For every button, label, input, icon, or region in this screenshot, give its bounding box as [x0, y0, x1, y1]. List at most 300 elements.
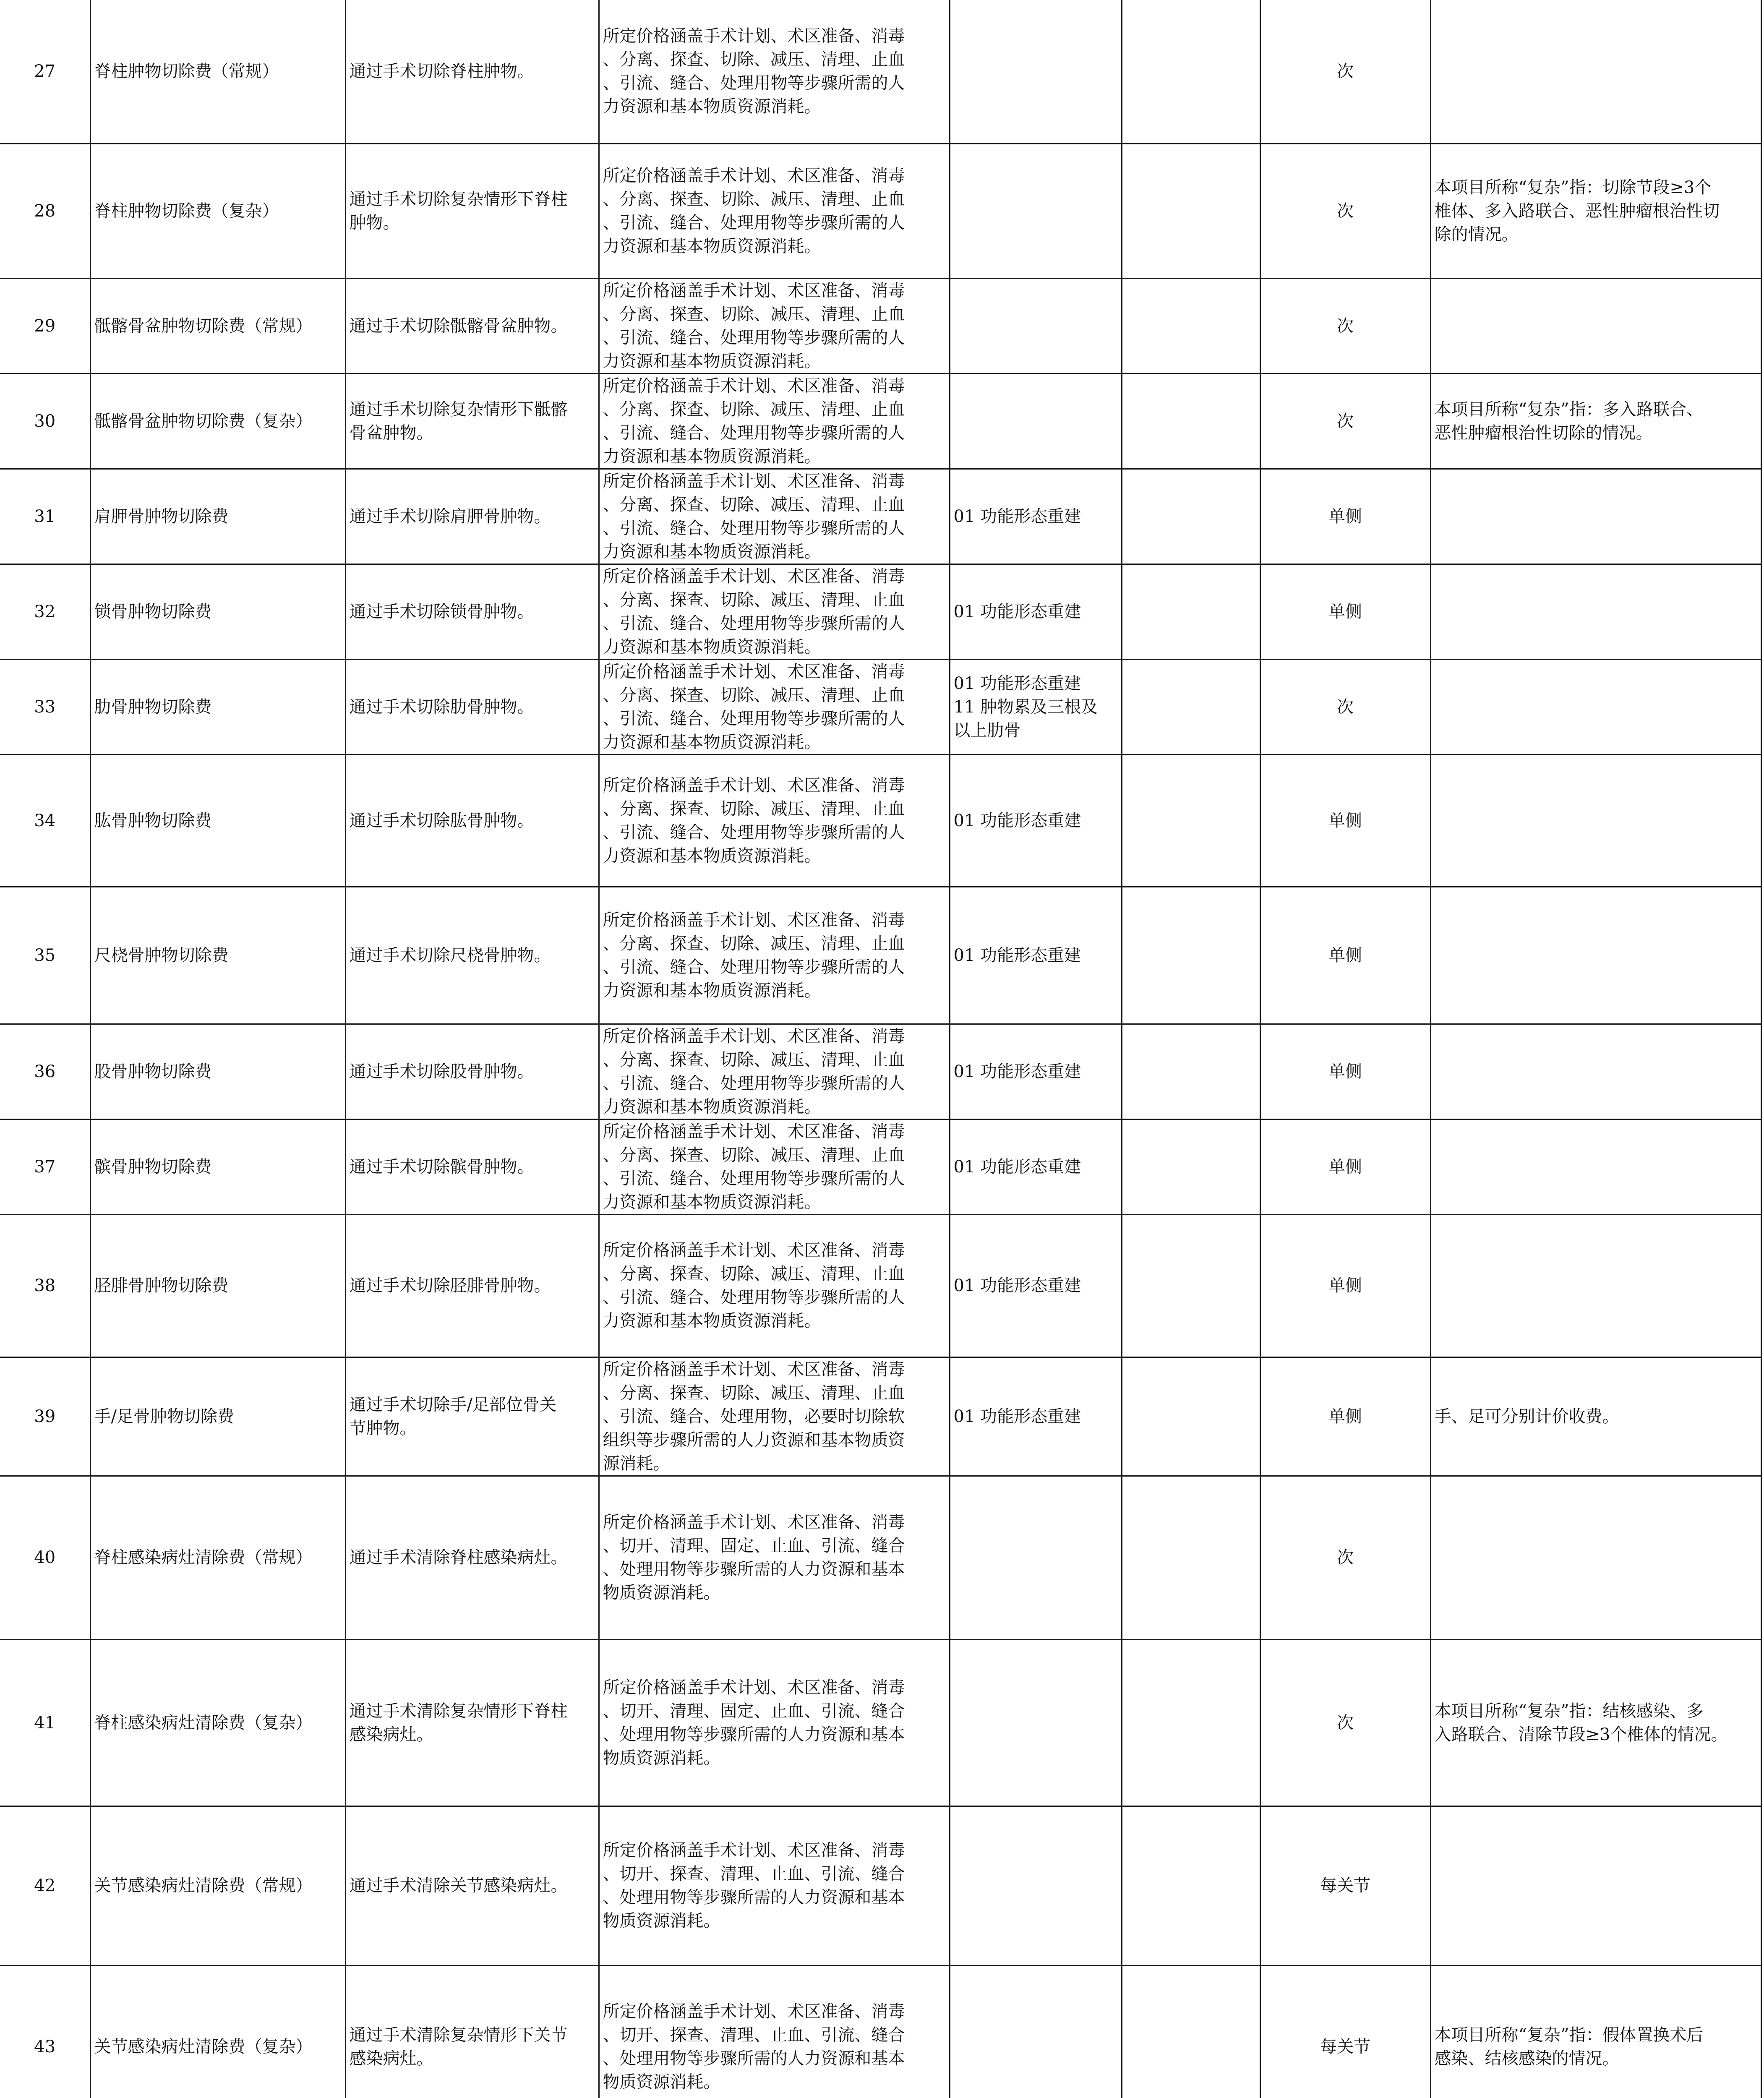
price-composition-line: 所定价格涵盖手术计划、术区准备、消毒: [603, 1026, 905, 1046]
item-number-cell: [0, 0, 90, 144]
item-name-cell: [90, 144, 345, 278]
item-name-cell: [90, 564, 345, 659]
service-connotation-line: 通过手术清除复杂情形下脊柱: [349, 1701, 568, 1721]
price-composition-line: 所定价格涵盖手术计划、术区准备、消毒: [603, 2002, 905, 2021]
extension-item-cell: [950, 1965, 1122, 2098]
price-composition-line: 力资源和基本物质资源消耗。: [603, 637, 821, 657]
item-number: 29: [34, 316, 56, 336]
service-connotation-cell: [345, 1214, 599, 1357]
notes-cell: [1430, 1214, 1761, 1357]
pricing-unit: 每关节: [1320, 2037, 1370, 2056]
unit-cell: [1260, 1639, 1430, 1806]
table-row: [0, 1639, 1761, 1806]
price-composition-line: 、分离、探查、切除、减压、清理、止血: [603, 685, 905, 705]
price-composition-line: 、分离、探查、切除、减压、清理、止血: [603, 399, 905, 419]
price-composition-line: 、分离、探查、切除、减压、清理、止血: [603, 934, 905, 953]
item-number: 37: [34, 1157, 56, 1177]
unit-cell: [1260, 1214, 1430, 1357]
extension-item-cell: [950, 1024, 1122, 1119]
price-composition-cell: [599, 278, 950, 373]
item-number-cell: [0, 754, 90, 887]
extension-item-line: 01 功能形态重建: [953, 1157, 1081, 1177]
price-composition-cell: [599, 1214, 950, 1357]
price-composition-cell: [599, 469, 950, 564]
service-connotation-cell: [345, 144, 599, 278]
table-row: [0, 469, 1761, 564]
pricing-unit: 单侧: [1328, 1406, 1362, 1426]
price-composition-line: 、引流、缝合、处理用物等步骤所需的人: [603, 328, 905, 347]
price-composition-line: 所定价格涵盖手术计划、术区准备、消毒: [603, 1513, 905, 1532]
item-name-cell: [90, 1965, 345, 2098]
price-composition-line: 、处理用物等步骤所需的人力资源和基本: [603, 2049, 905, 2068]
item-name-cell: [90, 754, 345, 887]
table-row: [0, 754, 1761, 887]
price-composition-line: 组织等步骤所需的人力资源和基本物质资: [603, 1430, 905, 1450]
unit-cell: [1260, 0, 1430, 144]
unit-cell: [1260, 278, 1430, 373]
notes-cell: [1430, 659, 1761, 754]
service-connotation-cell: [345, 1024, 599, 1119]
price-composition-line: 、处理用物等步骤所需的人力资源和基本: [603, 1560, 905, 1579]
table-row: [0, 373, 1761, 469]
item-name-cell: [90, 1806, 345, 1965]
price-composition-line: 所定价格涵盖手术计划、术区准备、消毒: [603, 471, 905, 491]
item-name: 脊柱肿物切除费（常规）: [94, 62, 279, 81]
price-composition-line: 、引流、缝合、处理用物等步骤所需的人: [603, 1169, 905, 1188]
item-number: 33: [34, 697, 56, 717]
service-connotation-line: 通过手术切除肱骨肿物。: [349, 811, 534, 830]
item-number-cell: [0, 564, 90, 659]
item-name: 锁骨肿物切除费: [94, 602, 212, 621]
service-connotation-cell: [345, 754, 599, 887]
item-number: 30: [34, 411, 56, 431]
price-composition-line: 、分离、探查、切除、减压、清理、止血: [603, 304, 905, 324]
notes-cell: [1430, 1476, 1761, 1639]
price-composition-line: 力资源和基本物质资源消耗。: [603, 1192, 821, 1212]
item-number: 35: [34, 945, 56, 965]
price-composition-line: 、分离、探查、切除、减压、清理、止血: [603, 50, 905, 70]
price-composition-line: 力资源和基本物质资源消耗。: [603, 981, 821, 1000]
service-connotation-cell: [345, 1476, 599, 1639]
item-number-cell: [0, 887, 90, 1024]
notes-line: 本项目所称“复杂”指：假体置换术后: [1434, 2025, 1704, 2045]
pricing-unit: 单侧: [1328, 945, 1362, 965]
notes-line: 除的情况。: [1434, 224, 1519, 244]
extension-item-cell: [950, 469, 1122, 564]
item-number: 31: [34, 506, 56, 526]
item-name: 胫腓骨肿物切除费: [94, 1276, 229, 1295]
price-composition-line: 、分离、探查、切除、减压、清理、止血: [603, 1264, 905, 1284]
item-name: 股骨肿物切除费: [94, 1062, 212, 1081]
extension-item-cell: [950, 564, 1122, 659]
price-composition-line: 力资源和基本物质资源消耗。: [603, 732, 821, 752]
service-connotation-cell: [345, 1357, 599, 1476]
item-name-cell: [90, 373, 345, 469]
price-composition-line: 、引流、缝合、处理用物等步骤所需的人: [603, 423, 905, 443]
price-composition-line: 所定价格涵盖手术计划、术区准备、消毒: [603, 281, 905, 300]
extension-item-cell: [950, 754, 1122, 887]
item-name: 关节感染病灶清除费（常规）: [94, 1876, 313, 1895]
price-cell: [1122, 1024, 1260, 1119]
price-cell: [1122, 1965, 1260, 2098]
service-connotation-line: 通过手术切除肩胛骨肿物。: [349, 506, 551, 526]
service-connotation-line: 感染病灶。: [349, 2049, 433, 2068]
extension-item-line: 01 功能形态重建: [953, 1276, 1081, 1295]
pricing-unit: 次: [1337, 1713, 1354, 1733]
unit-cell: [1260, 1357, 1430, 1476]
unit-cell: [1260, 144, 1430, 278]
item-number: 43: [34, 2037, 56, 2056]
unit-cell: [1260, 887, 1430, 1024]
price-cell: [1122, 144, 1260, 278]
notes-cell: [1430, 0, 1761, 144]
price-composition-line: 、引流、缝合、处理用物等步骤所需的人: [603, 518, 905, 538]
price-composition-cell: [599, 0, 950, 144]
price-composition-line: 所定价格涵盖手术计划、术区准备、消毒: [603, 26, 905, 46]
pricing-unit: 每关节: [1320, 1876, 1370, 1895]
item-number-cell: [0, 278, 90, 373]
item-number: 32: [34, 602, 56, 621]
extension-item-cell: [950, 1119, 1122, 1214]
service-connotation-line: 通过手术清除关节感染病灶。: [349, 1876, 568, 1895]
item-name: 肱骨肿物切除费: [94, 811, 212, 830]
price-composition-cell: [599, 1476, 950, 1639]
item-name: 肋骨肿物切除费: [94, 697, 212, 717]
service-connotation-line: 节肿物。: [349, 1418, 417, 1438]
extension-item-cell: [950, 144, 1122, 278]
price-composition-line: 、切开、探查、清理、止血、引流、缝合: [603, 1864, 905, 1884]
pricing-unit: 次: [1337, 316, 1354, 336]
table-row: [0, 1024, 1761, 1119]
service-connotation-cell: [345, 373, 599, 469]
price-composition-line: 所定价格涵盖手术计划、术区准备、消毒: [603, 1241, 905, 1260]
item-name-cell: [90, 1357, 345, 1476]
item-number: 27: [34, 62, 56, 81]
price-composition-line: 所定价格涵盖手术计划、术区准备、消毒: [603, 910, 905, 930]
item-name-cell: [90, 0, 345, 144]
item-number-cell: [0, 1639, 90, 1806]
service-connotation-line: 通过手术切除骶髂骨盆肿物。: [349, 316, 568, 336]
item-name-cell: [90, 1119, 345, 1214]
price-cell: [1122, 278, 1260, 373]
price-composition-cell: [599, 1024, 950, 1119]
price-composition-line: 、引流、缝合、处理用物等步骤所需的人: [603, 613, 905, 633]
service-connotation-cell: [345, 1639, 599, 1806]
price-composition-line: 、引流、缝合、处理用物等步骤所需的人: [603, 1073, 905, 1093]
item-name-cell: [90, 1214, 345, 1357]
price-cell: [1122, 1476, 1260, 1639]
price-composition-line: 源消耗。: [603, 1453, 670, 1473]
extension-item-cell: [950, 278, 1122, 373]
price-cell: [1122, 1357, 1260, 1476]
pricing-unit: 次: [1337, 62, 1354, 81]
price-composition-cell: [599, 1119, 950, 1214]
pricing-unit: 次: [1337, 411, 1354, 431]
service-connotation-line: 肿物。: [349, 213, 400, 232]
service-connotation-cell: [345, 1965, 599, 2098]
notes-line: 本项目所称“复杂”指：多入路联合、: [1434, 399, 1704, 419]
table-row: [0, 1806, 1761, 1965]
price-composition-line: 物质资源消耗。: [603, 1748, 720, 1768]
item-number: 34: [34, 811, 56, 830]
extension-item-cell: [950, 1214, 1122, 1357]
price-cell: [1122, 1214, 1260, 1357]
price-composition-cell: [599, 659, 950, 754]
service-connotation-cell: [345, 1806, 599, 1965]
pricing-unit: 次: [1337, 697, 1354, 717]
pricing-unit: 单侧: [1328, 1276, 1362, 1295]
price-composition-cell: [599, 1639, 950, 1806]
item-name-cell: [90, 469, 345, 564]
item-number-cell: [0, 1357, 90, 1476]
notes-line: 感染、结核感染的情况。: [1434, 2049, 1619, 2068]
notes-cell: [1430, 373, 1761, 469]
item-name: 关节感染病灶清除费（复杂）: [94, 2037, 313, 2056]
notes-cell: [1430, 1357, 1761, 1476]
service-connotation-line: 骨盆肿物。: [349, 423, 433, 443]
unit-cell: [1260, 1965, 1430, 2098]
extension-item-line: 01 功能形态重建: [953, 673, 1081, 693]
price-cell: [1122, 1639, 1260, 1806]
notes-cell: [1430, 1024, 1761, 1119]
item-name: 骶髂骨盆肿物切除费（常规）: [94, 316, 313, 336]
price-cell: [1122, 469, 1260, 564]
price-composition-line: 、引流、缝合、处理用物，必要时切除软: [603, 1406, 905, 1426]
price-composition-line: 、分离、探查、切除、减压、清理、止血: [603, 189, 905, 209]
price-composition-line: 力资源和基本物质资源消耗。: [603, 97, 821, 117]
price-composition-line: 、引流、缝合、处理用物等步骤所需的人: [603, 957, 905, 977]
price-composition-line: 、分离、探查、切除、减压、清理、止血: [603, 590, 905, 610]
price-composition-line: 所定价格涵盖手术计划、术区准备、消毒: [603, 662, 905, 681]
extension-item-cell: [950, 1806, 1122, 1965]
extension-item-line: 01 功能形态重建: [953, 811, 1081, 830]
price-composition-line: 物质资源消耗。: [603, 1583, 720, 1602]
item-number: 36: [34, 1062, 56, 1081]
item-number-cell: [0, 659, 90, 754]
price-composition-cell: [599, 564, 950, 659]
pricing-unit: 次: [1337, 201, 1354, 221]
price-composition-line: 、处理用物等步骤所需的人力资源和基本: [603, 1888, 905, 1907]
price-composition-line: 、切开、清理、固定、止血、引流、缝合: [603, 1701, 905, 1721]
service-connotation-cell: [345, 887, 599, 1024]
item-number-cell: [0, 144, 90, 278]
item-name: 肩胛骨肿物切除费: [94, 506, 229, 526]
item-name-cell: [90, 1639, 345, 1806]
service-connotation-line: 通过手术清除复杂情形下关节: [349, 2025, 568, 2045]
unit-cell: [1260, 754, 1430, 887]
item-number: 41: [34, 1713, 56, 1733]
price-composition-line: 所定价格涵盖手术计划、术区准备、消毒: [603, 1360, 905, 1379]
item-number: 40: [34, 1548, 56, 1567]
price-cell: [1122, 564, 1260, 659]
table-row: [0, 1357, 1761, 1476]
item-name-cell: [90, 659, 345, 754]
unit-cell: [1260, 1476, 1430, 1639]
table-row: [0, 1965, 1761, 2098]
notes-cell: [1430, 469, 1761, 564]
notes-line: 恶性肿瘤根治性切除的情况。: [1434, 423, 1653, 443]
notes-line: 椎体、多入路联合、恶性肿瘤根治性切: [1434, 201, 1720, 221]
price-composition-line: 、引流、缝合、处理用物等步骤所需的人: [603, 213, 905, 232]
price-composition-line: 力资源和基本物质资源消耗。: [603, 236, 821, 256]
item-name: 骶髂骨盆肿物切除费（复杂）: [94, 411, 313, 431]
service-connotation-cell: [345, 1119, 599, 1214]
item-number: 39: [34, 1406, 56, 1426]
price-composition-line: 、处理用物等步骤所需的人力资源和基本: [603, 1725, 905, 1744]
price-composition-cell: [599, 144, 950, 278]
service-connotation-line: 通过手术切除复杂情形下脊柱: [349, 189, 568, 209]
price-composition-line: 所定价格涵盖手术计划、术区准备、消毒: [603, 1841, 905, 1860]
price-cell: [1122, 659, 1260, 754]
item-number-cell: [0, 1965, 90, 2098]
table-row: [0, 278, 1761, 373]
table-row: [0, 144, 1761, 278]
service-connotation-cell: [345, 564, 599, 659]
extension-item-cell: [950, 659, 1122, 754]
item-name: 手/足骨肿物切除费: [94, 1406, 234, 1426]
service-connotation-cell: [345, 0, 599, 144]
notes-cell: [1430, 1965, 1761, 2098]
extension-item-cell: [950, 1476, 1122, 1639]
table-row: [0, 1214, 1761, 1357]
table-row: [0, 1119, 1761, 1214]
table-row: [0, 0, 1761, 144]
pricing-unit: 单侧: [1328, 506, 1362, 526]
notes-cell: [1430, 564, 1761, 659]
service-connotation-line: 通过手术切除胫腓骨肿物。: [349, 1276, 551, 1295]
price-composition-line: 物质资源消耗。: [603, 1911, 720, 1931]
item-name: 髌骨肿物切除费: [94, 1157, 212, 1177]
price-composition-cell: [599, 1965, 950, 2098]
notes-cell: [1430, 1119, 1761, 1214]
table-row: [0, 1476, 1761, 1639]
item-name-cell: [90, 1024, 345, 1119]
price-cell: [1122, 754, 1260, 887]
item-name: 尺桡骨肿物切除费: [94, 945, 229, 965]
price-composition-line: 力资源和基本物质资源消耗。: [603, 351, 821, 371]
price-composition-line: 所定价格涵盖手术计划、术区准备、消毒: [603, 1678, 905, 1697]
unit-cell: [1260, 659, 1430, 754]
notes-line: 本项目所称“复杂”指：切除节段≥3个: [1434, 177, 1712, 197]
pricing-unit: 次: [1337, 1548, 1354, 1567]
service-connotation-line: 通过手术切除尺桡骨肿物。: [349, 945, 551, 965]
unit-cell: [1260, 373, 1430, 469]
item-number-cell: [0, 1119, 90, 1214]
price-composition-cell: [599, 1357, 950, 1476]
price-composition-line: 、分离、探查、切除、减压、清理、止血: [603, 1050, 905, 1070]
pricing-unit: 单侧: [1328, 602, 1362, 621]
table-row: [0, 659, 1761, 754]
item-name-cell: [90, 1476, 345, 1639]
price-composition-line: 、引流、缝合、处理用物等步骤所需的人: [603, 709, 905, 728]
service-connotation-line: 感染病灶。: [349, 1725, 433, 1744]
item-number-cell: [0, 373, 90, 469]
notes-cell: [1430, 144, 1761, 278]
price-composition-line: 力资源和基本物质资源消耗。: [603, 446, 821, 466]
price-composition-line: 力资源和基本物质资源消耗。: [603, 1311, 821, 1331]
price-composition-line: 力资源和基本物质资源消耗。: [603, 542, 821, 561]
price-composition-line: 力资源和基本物质资源消耗。: [603, 846, 821, 866]
price-composition-line: 、分离、探查、切除、减压、清理、止血: [603, 799, 905, 819]
price-cell: [1122, 373, 1260, 469]
pricing-unit: 单侧: [1328, 811, 1362, 830]
extension-item-line: 01 功能形态重建: [953, 602, 1081, 621]
extension-item-line: 01 功能形态重建: [953, 1406, 1081, 1426]
extension-item-line: 01 功能形态重建: [953, 506, 1081, 526]
price-cell: [1122, 887, 1260, 1024]
item-number: 28: [34, 201, 56, 221]
price-composition-line: 、分离、探查、切除、减压、清理、止血: [603, 1383, 905, 1403]
notes-cell: [1430, 754, 1761, 887]
unit-cell: [1260, 564, 1430, 659]
price-cell: [1122, 1119, 1260, 1214]
extension-item-line: 01 功能形态重建: [953, 945, 1081, 965]
extension-item-line: 01 功能形态重建: [953, 1062, 1081, 1081]
price-composition-line: 、切开、清理、固定、止血、引流、缝合: [603, 1536, 905, 1555]
notes-cell: [1430, 887, 1761, 1024]
service-connotation-cell: [345, 278, 599, 373]
service-connotation-line: 通过手术切除复杂情形下骶髂: [349, 399, 568, 419]
price-cell: [1122, 1806, 1260, 1965]
item-number-cell: [0, 1476, 90, 1639]
item-name: 脊柱肿物切除费（复杂）: [94, 201, 279, 221]
price-composition-cell: [599, 1806, 950, 1965]
price-composition-line: 所定价格涵盖手术计划、术区准备、消毒: [603, 166, 905, 185]
notes-line: 手、足可分别计价收费。: [1434, 1406, 1619, 1426]
item-name: 脊柱感染病灶清除费（常规）: [94, 1548, 313, 1567]
price-composition-line: 、分离、探查、切除、减压、清理、止血: [603, 1145, 905, 1165]
unit-cell: [1260, 1806, 1430, 1965]
unit-cell: [1260, 1119, 1430, 1214]
service-connotation-cell: [345, 469, 599, 564]
item-name-cell: [90, 887, 345, 1024]
extension-item-cell: [950, 373, 1122, 469]
table-row: [0, 887, 1761, 1024]
price-composition-line: 、切开、探查、清理、止血、引流、缝合: [603, 2025, 905, 2045]
item-number-cell: [0, 469, 90, 564]
extension-item-cell: [950, 1639, 1122, 1806]
price-composition-line: 、分离、探查、切除、减压、清理、止血: [603, 495, 905, 514]
item-number-cell: [0, 1024, 90, 1119]
price-composition-line: 力资源和基本物质资源消耗。: [603, 1097, 821, 1117]
service-connotation-line: 通过手术切除股骨肿物。: [349, 1062, 534, 1081]
service-connotation-line: 通过手术切除肋骨肿物。: [349, 697, 534, 717]
extension-item-cell: [950, 1357, 1122, 1476]
item-number-cell: [0, 1806, 90, 1965]
price-composition-line: 、引流、缝合、处理用物等步骤所需的人: [603, 822, 905, 842]
price-composition-cell: [599, 754, 950, 887]
extension-item-line: 以上肋骨: [953, 720, 1021, 740]
pricing-unit: 单侧: [1328, 1157, 1362, 1177]
item-number-cell: [0, 1214, 90, 1357]
price-cell: [1122, 0, 1260, 144]
unit-cell: [1260, 1024, 1430, 1119]
notes-cell: [1430, 1639, 1761, 1806]
pricing-unit: 单侧: [1328, 1062, 1362, 1081]
item-name: 脊柱感染病灶清除费（复杂）: [94, 1713, 313, 1733]
notes-line: 本项目所称“复杂”指：结核感染、多: [1434, 1701, 1704, 1721]
item-number: 42: [34, 1876, 56, 1895]
price-composition-line: 所定价格涵盖手术计划、术区准备、消毒: [603, 566, 905, 586]
service-connotation-line: 通过手术切除锁骨肿物。: [349, 602, 534, 621]
price-composition-cell: [599, 373, 950, 469]
item-number: 38: [34, 1276, 56, 1295]
service-connotation-line: 通过手术切除手/足部位骨关: [349, 1395, 556, 1414]
table-row: [0, 564, 1761, 659]
price-composition-line: 、引流、缝合、处理用物等步骤所需的人: [603, 1288, 905, 1307]
price-composition-line: 、引流、缝合、处理用物等步骤所需的人: [603, 73, 905, 93]
price-composition-cell: [599, 887, 950, 1024]
